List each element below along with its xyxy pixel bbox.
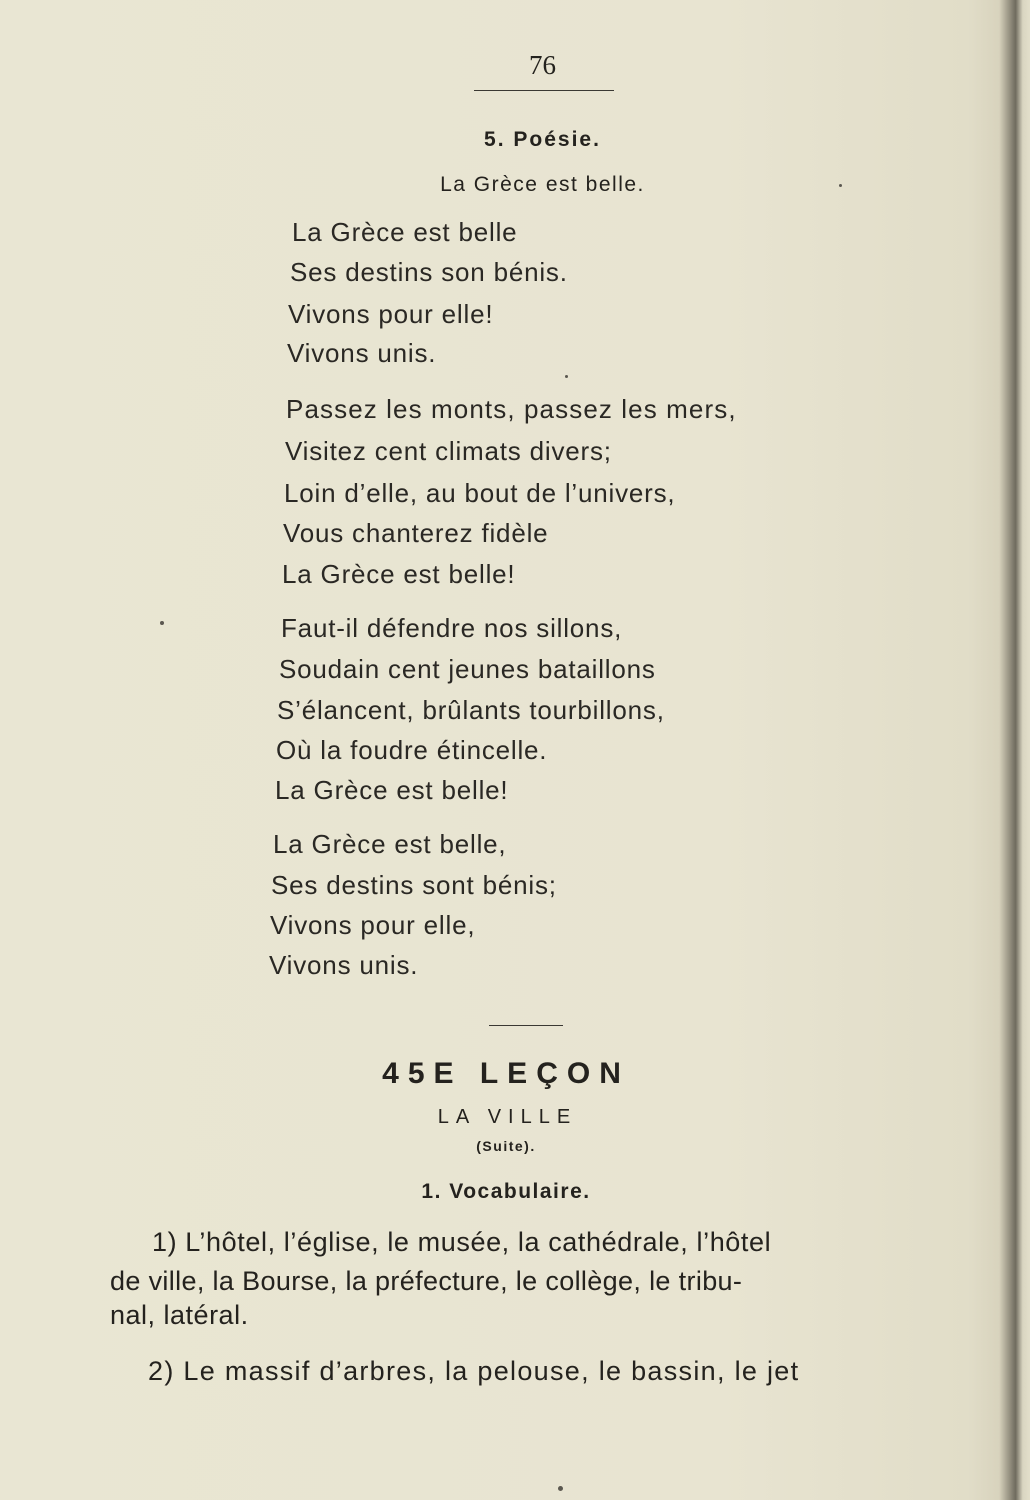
poem-line: Passez les monts, passez les mers,	[286, 394, 737, 424]
poem-line: Soudain cent jeunes bataillons	[279, 654, 656, 684]
poem-line: Ses destins son bénis.	[290, 257, 568, 287]
poem-line: La Grèce est belle,	[273, 829, 507, 859]
paper-speck	[160, 621, 164, 625]
poem-line: Ses destins sont bénis;	[271, 870, 557, 900]
poem-title: La Grèce est belle.	[440, 173, 645, 196]
paragraph-line: 2) Le massif d’arbres, la pelouse, le bassin, le jet	[148, 1356, 800, 1386]
poem-line: Où la foudre étincelle.	[276, 735, 548, 765]
lesson-note: (Suite).	[476, 1138, 536, 1154]
lesson-heading: 45E LEÇON	[382, 1057, 630, 1090]
paper-speck	[558, 1486, 563, 1491]
section-heading: 5. Poésie.	[484, 128, 601, 151]
paragraph-line: nal, latéral.	[110, 1300, 249, 1330]
paper-speck	[839, 184, 842, 187]
poem-line: Vivons pour elle!	[288, 299, 494, 329]
poem-line: Vivons pour elle,	[270, 910, 476, 940]
poem-line: Visitez cent climats divers;	[285, 436, 612, 466]
poem-line: S’élancent, brûlants tourbillons,	[277, 695, 665, 725]
page-number-rule	[474, 90, 614, 91]
poem-line: Loin d’elle, au bout de l’univers,	[284, 478, 676, 508]
poem-line: La Grèce est belle!	[275, 775, 509, 805]
poem-line: La Grèce est belle	[292, 217, 518, 247]
paragraph-line: de ville, la Bourse, la préfecture, le collège, le tribu-	[110, 1266, 743, 1296]
poem-line: Faut-il défendre nos sillons,	[281, 613, 623, 643]
poem-line: Vivons unis.	[287, 338, 437, 368]
poem-line: La Grèce est belle!	[282, 559, 516, 589]
section-divider	[489, 1025, 563, 1026]
paper-speck	[565, 375, 568, 378]
lesson-subtitle: LA VILLE	[437, 1106, 578, 1128]
paragraph-line: 1) L’hôtel, l’église, le musée, la cathédrale, l’hôtel	[152, 1227, 772, 1257]
poem-line: Vous chanterez fidèle	[283, 518, 549, 548]
page-number: 76	[529, 50, 556, 80]
poem-line: Vivons unis.	[269, 950, 419, 980]
vocabulary-heading: 1. Vocabulaire.	[421, 1180, 591, 1203]
